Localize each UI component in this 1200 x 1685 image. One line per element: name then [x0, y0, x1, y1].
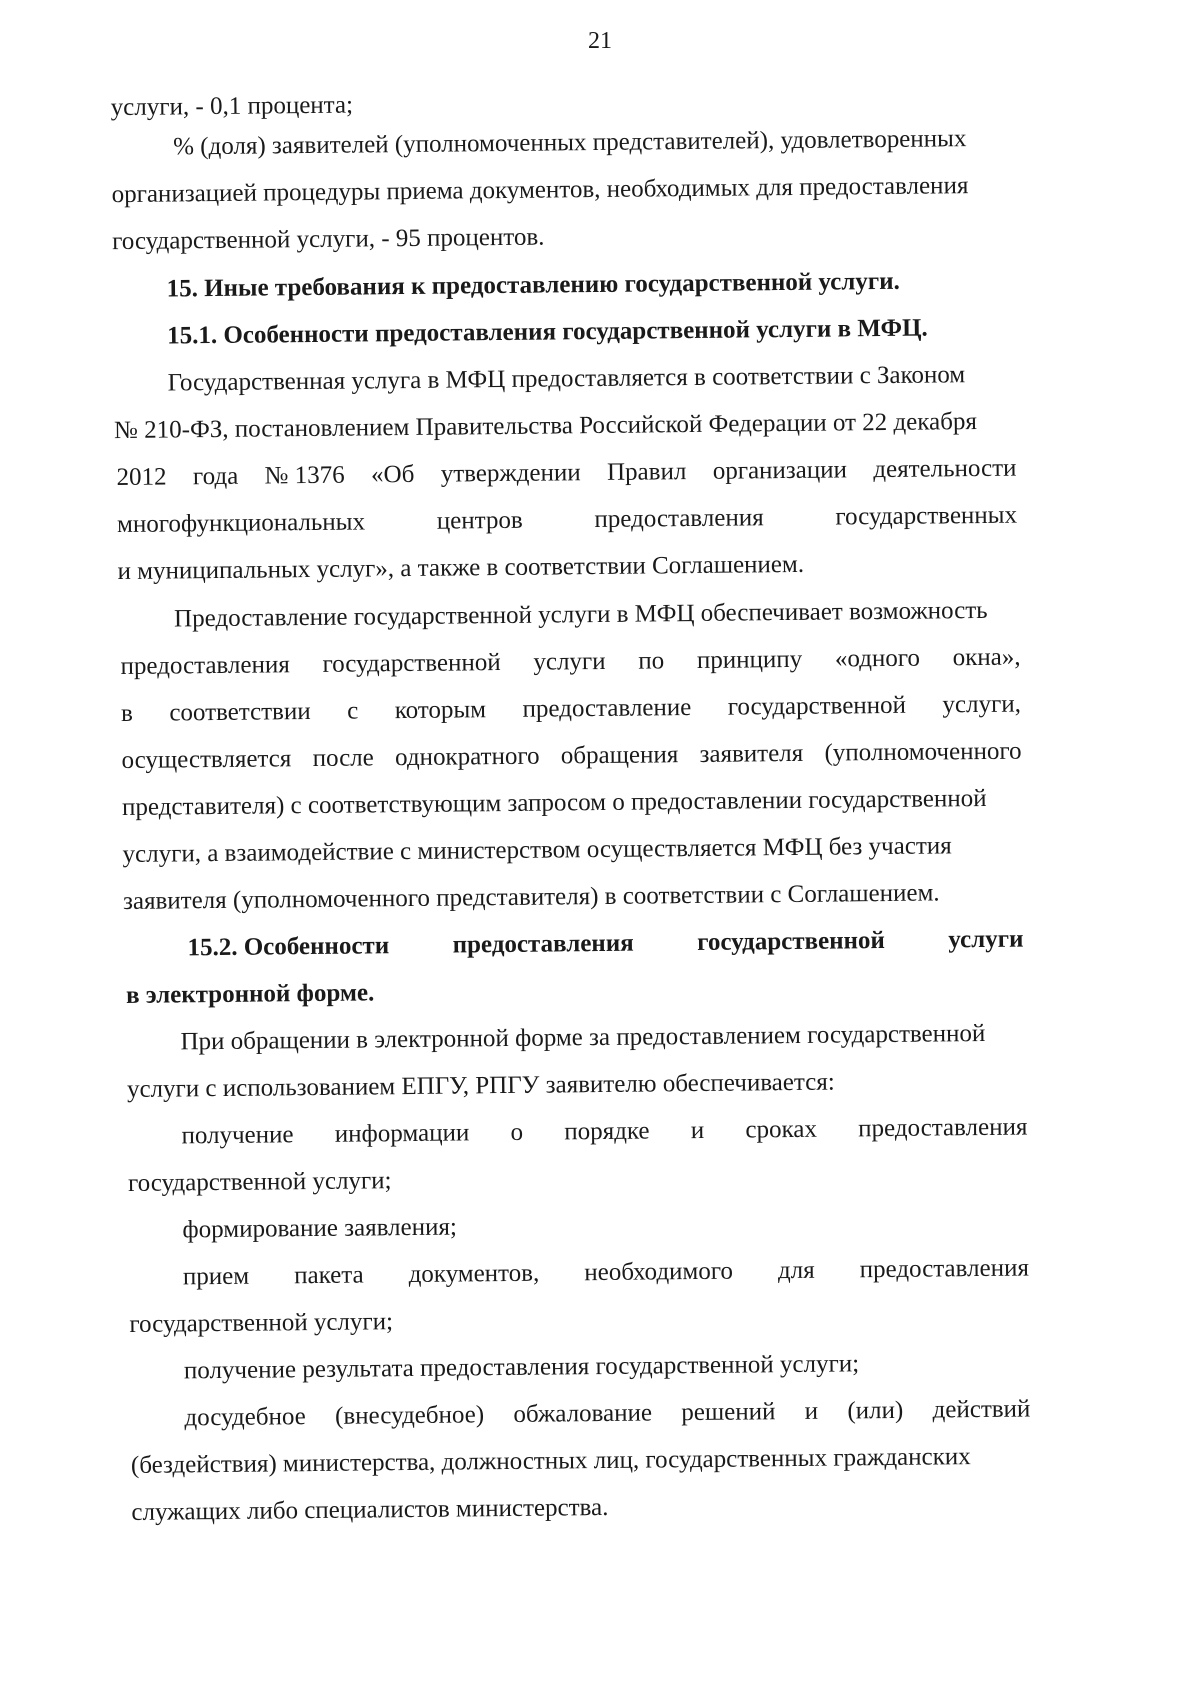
word: услуги [948, 925, 1024, 954]
word: (внесудебное) [334, 1401, 485, 1430]
text-line: Государственная услуга в МФЦ предоставляется в соответствии с Законом [167, 361, 966, 397]
text-line: организацией процедуры приема документов, необходимых для предоставления [111, 172, 969, 209]
justified-line [121, 737, 1021, 776]
word: государственной [727, 691, 907, 721]
word: о [510, 1118, 524, 1146]
word: по [638, 647, 665, 675]
word: соответствии [169, 698, 311, 727]
text-line: Предоставление государственной услуги в МФЦ обеспечивает возможность [173, 596, 988, 633]
word: необходимого [584, 1257, 734, 1287]
text-line: и муниципальных услуг», а также в соответствии Соглашением. [117, 550, 805, 586]
word: деятельности [873, 454, 1017, 484]
word: «Об [370, 460, 415, 489]
word: (уполномоченного [824, 737, 1022, 767]
text-line: заявителя (уполномоченного представителя) в соответствии с Соглашением. [122, 879, 940, 915]
word: информации [334, 1119, 470, 1148]
word: документов, [408, 1259, 540, 1289]
section-heading-15-1: 15.1. Особенности предоставления государственной услуги в МФЦ. [166, 314, 928, 350]
justified-line [183, 1254, 1029, 1293]
text-line: государственной услуги; [127, 1167, 392, 1197]
word: однократного [394, 742, 540, 772]
text-line: служащих либо специалистов министерства. [131, 1493, 609, 1526]
word: которым [394, 696, 487, 725]
word: утверждении [440, 459, 581, 488]
section-heading-15-2 [187, 925, 1023, 964]
word: государственной [322, 649, 501, 678]
justified-line [117, 501, 1017, 540]
word: осуществляется [121, 745, 292, 775]
justified-line [181, 1113, 1027, 1152]
word: предоставления [452, 929, 634, 959]
justified-line [120, 643, 1020, 682]
text-line: формирование заявления; [182, 1213, 458, 1244]
word: обращения [560, 741, 679, 770]
text-line: получение результата предоставления государственной услуги; [183, 1350, 860, 1385]
word: пакета [294, 1261, 364, 1290]
section-heading-15: 15. Иные требования к предоставлению государственной услуги. [166, 267, 900, 303]
word: предоставления [594, 504, 764, 534]
word: года [192, 462, 239, 491]
word: сроках [745, 1115, 818, 1144]
word: государственной [697, 927, 885, 956]
word: и [690, 1116, 705, 1145]
word: обжалование [513, 1399, 653, 1428]
word: № 1376 [264, 461, 345, 490]
word: заявителя [699, 739, 804, 768]
text-line: представителя) с соответствующим запросом о предоставлении государственной [121, 784, 987, 822]
justified-line [116, 454, 1016, 493]
word: предоставления [120, 651, 290, 681]
word: получение [181, 1121, 294, 1150]
justified-line [121, 690, 1021, 729]
word: Правил [606, 458, 687, 486]
word: с [346, 697, 359, 725]
section-heading-15-2-cont: в электронной форме. [125, 979, 375, 1009]
word: многофункциональных [116, 508, 366, 539]
word: окна», [952, 643, 1021, 672]
word: для [777, 1256, 815, 1285]
word: и [804, 1397, 819, 1425]
text-line: государственной услуги; [129, 1308, 394, 1338]
text-line: (бездействия) министерства, должностных лиц, государственных гражданских [130, 1443, 971, 1479]
word: 15.2. Особенности [187, 932, 390, 962]
word: действий [932, 1395, 1031, 1424]
word: центров [436, 506, 523, 535]
word: досудебное [184, 1403, 306, 1432]
word: порядке [564, 1117, 650, 1146]
word: решений [681, 1398, 776, 1427]
word: после [312, 744, 374, 773]
text-line: услуги с использованием ЕПГУ, РПГУ заявителю обеспечивается: [126, 1068, 835, 1103]
text-line: % (доля) заявителей (уполномоченных представителей), удовлетворенных [172, 125, 967, 161]
page-number: 21 [588, 28, 612, 54]
word: предоставление [522, 694, 692, 723]
word: прием [182, 1262, 250, 1291]
justified-line [184, 1395, 1030, 1434]
text-line: услуги, а взаимодействие с министерством осуществляется МФЦ без участия [122, 832, 952, 869]
text-line: услуги, - 0,1 процента; [110, 91, 354, 122]
word: услуги [533, 647, 606, 676]
word: 2012 [116, 463, 167, 492]
word: предоставления [858, 1113, 1028, 1143]
word: (или) [847, 1396, 904, 1425]
word: в [120, 699, 134, 728]
word: государственных [835, 501, 1018, 531]
text-line: № 210-ФЗ, постановлением Правительства Российской Федерации от 22 декабря [113, 408, 978, 445]
text-line: государственной услуги, - 95 процентов. [111, 223, 545, 256]
word: организации [712, 456, 848, 485]
word: предоставления [859, 1254, 1030, 1284]
word: услуги, [942, 690, 1022, 719]
text-line: При обращении в электронной форме за предоставлением государственной [180, 1019, 986, 1056]
word: принципу [696, 645, 803, 674]
word: «одного [834, 644, 921, 673]
